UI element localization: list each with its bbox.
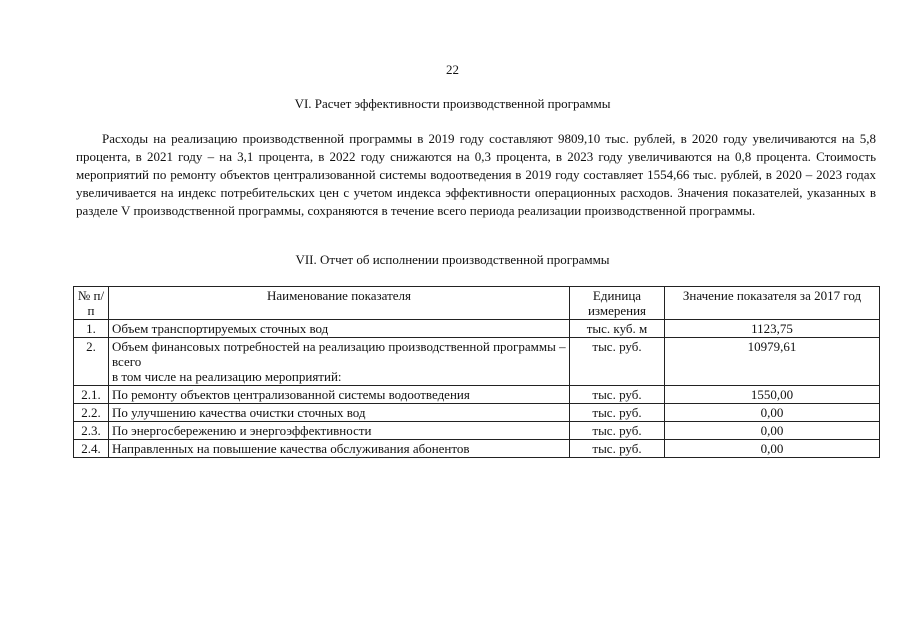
table-row — [74, 386, 880, 404]
report-table — [73, 286, 880, 458]
row-name: По ремонту объектов централизованной системы водоотведения — [109, 386, 570, 404]
section-6-paragraph: Расходы на реализацию производственной программы в 2019 году составляют 9809,10 тыс. рублей, в 2020 году увеличиваются на 5,8 процента, в 2021 году – на 3,1 процента, в 2022 году снижаются на 0,3 процента, в 2023 году увеличиваются на 0,8 процента. Стоимость мероприятий по ремонту объектов централизованной системы водоотведения в 2019 году составляет 1554,66 тыс. рублей, в 2020 – 2023 годах увеличивается на индекс потребительских цен с учетом индекса эффективности операционных расходов. Значения показателей, указанных в разделе V производственной программы, сохраняются в течение всего периода реализации производственной программы. — [76, 131, 876, 218]
row-value: 0,00 — [665, 440, 880, 458]
row-num: 2.1. — [74, 386, 109, 404]
row-name: Объем финансовых потребностей на реализацию производственной программы – всего в том числе на реализацию мероприятий: — [109, 338, 570, 386]
table-body — [74, 320, 880, 458]
row-num: 2.4. — [74, 440, 109, 458]
row-num: 1. — [74, 320, 109, 338]
header-value: Значение показателя за 2017 год — [665, 287, 880, 320]
row-value: 0,00 — [665, 404, 880, 422]
row-unit: тыс. руб. — [570, 338, 665, 386]
table-header-row — [74, 287, 880, 320]
section-6-title: VI. Расчет эффективности производственной программы — [294, 96, 611, 111]
header-unit: Единица измерения — [570, 287, 665, 320]
row-num: 2.2. — [74, 404, 109, 422]
row-name: По энергосбережению и энергоэффективности — [109, 422, 570, 440]
table-row — [74, 338, 880, 386]
page-number: 22 — [446, 62, 459, 77]
row-value: 1123,75 — [665, 320, 880, 338]
table-row — [74, 422, 880, 440]
row-value: 0,00 — [665, 422, 880, 440]
row-value: 1550,00 — [665, 386, 880, 404]
section-7-title: VII. Отчет об исполнении производственной программы — [295, 252, 610, 267]
row-unit: тыс. руб. — [570, 404, 665, 422]
row-unit: тыс. куб. м — [570, 320, 665, 338]
row-name: По улучшению качества очистки сточных вод — [109, 404, 570, 422]
table-row — [74, 404, 880, 422]
row-name: Направленных на повышение качества обслуживания абонентов — [109, 440, 570, 458]
row-name: Объем транспортируемых сточных вод — [109, 320, 570, 338]
table-header — [74, 287, 880, 320]
row-unit: тыс. руб. — [570, 386, 665, 404]
table-row — [74, 320, 880, 338]
header-num: № п/п — [74, 287, 109, 320]
row-num: 2. — [74, 338, 109, 386]
table-row — [74, 440, 880, 458]
row-num: 2.3. — [74, 422, 109, 440]
row-unit: тыс. руб. — [570, 440, 665, 458]
row-value: 10979,61 — [665, 338, 880, 386]
row-unit: тыс. руб. — [570, 422, 665, 440]
header-name: Наименование показателя — [109, 287, 570, 320]
